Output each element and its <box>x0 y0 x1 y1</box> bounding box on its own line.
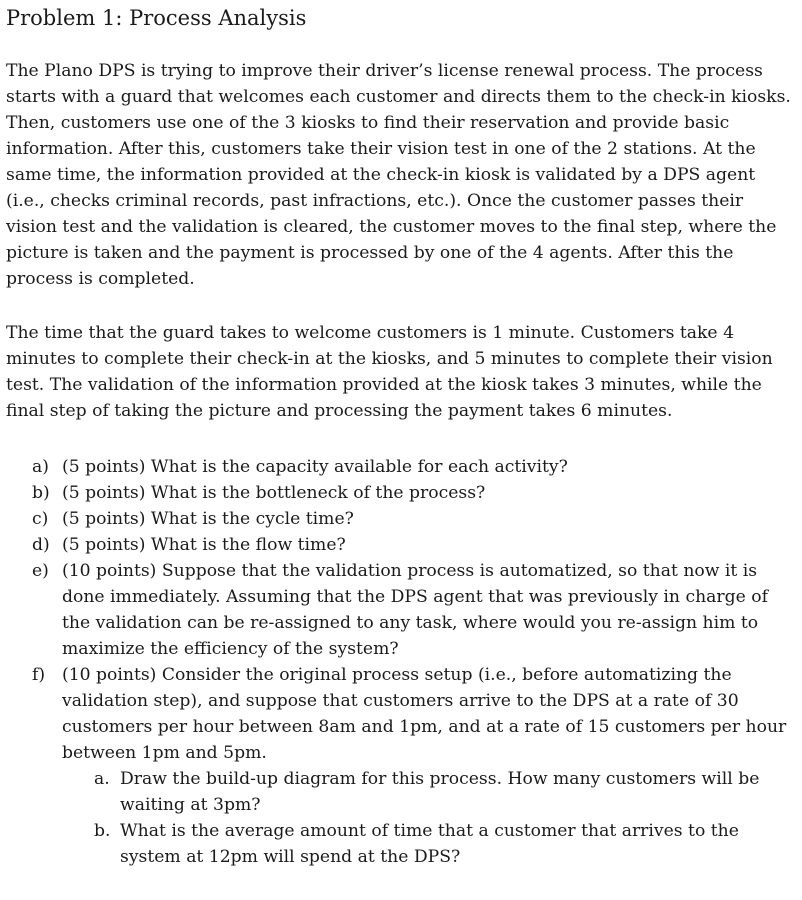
question-text: (5 points) What is the bottleneck of the process? <box>62 483 486 503</box>
subquestion-marker: a. <box>94 769 110 789</box>
question-item <box>6 454 796 480</box>
problem-title: Problem 1: Process Analysis <box>6 6 307 30</box>
question-text: (5 points) What is the flow time? <box>62 535 346 555</box>
question-item <box>6 506 796 532</box>
question-text: (5 points) What is the cycle time? <box>62 509 354 529</box>
intro-paragraph: The Plano DPS is trying to improve their driver’s license renewal process. The process starts with a guard that welcomes each customer and directs them to the check-in kiosks. Then, customers use one of the 3 kiosks to find their reservation and provide basic information. After this, customers take their vision test in one of the 2 stations. At the same time, the information provided at the check-in kiosk is validated by a DPS agent (i.e., checks criminal records, past infractions, etc.). Once the customer passes their vision test and the validation is cleared, the customer moves to the final step, where the picture is taken and the payment is processed by one of the 4 agents. After this the process is completed. <box>6 61 791 289</box>
question-marker: e) <box>32 561 49 581</box>
question-marker: a) <box>32 457 49 477</box>
subquestion-item <box>62 766 796 818</box>
question-marker: b) <box>32 483 50 503</box>
question-marker: d) <box>32 535 50 555</box>
question-item <box>6 558 796 662</box>
question-item <box>6 662 796 870</box>
subquestion-text: Draw the build-up diagram for this process. How many customers will be waiting at 3pm? <box>120 769 760 815</box>
question-list <box>6 454 796 870</box>
question-item <box>6 480 796 506</box>
subquestion-marker: b. <box>94 821 111 841</box>
question-item <box>6 532 796 558</box>
question-text: (10 points) Consider the original process setup (i.e., before automatizing the validation step), and suppose that customers arrive to the DPS at a rate of 30 customers per hour between 8am and 1pm, and at a rate of 15 customers per hour between 1pm and 5pm. <box>62 665 787 763</box>
subquestion-item <box>62 818 796 870</box>
question-text: (10 points) Suppose that the validation process is automatized, so that now it is done immediately. Assuming that the DPS agent that was previously in charge of the validation can be re-assigned to any task, where would you re-assign him to maximize the efficiency of the system? <box>62 561 768 659</box>
times-paragraph: The time that the guard takes to welcome customers is 1 minute. Customers take 4 minutes to complete their check-in at the kiosks, and 5 minutes to complete their vision test. The validation of the information provided at the kiosk takes 3 minutes, while the final step of taking the picture and processing the payment takes 6 minutes. <box>6 323 773 421</box>
subquestion-text: What is the average amount of time that a customer that arrives to the system at 12pm will spend at the DPS? <box>120 821 739 867</box>
question-marker: f) <box>32 665 46 685</box>
question-marker: c) <box>32 509 49 529</box>
question-text: (5 points) What is the capacity available for each activity? <box>62 457 568 477</box>
subquestion-list <box>62 766 796 870</box>
